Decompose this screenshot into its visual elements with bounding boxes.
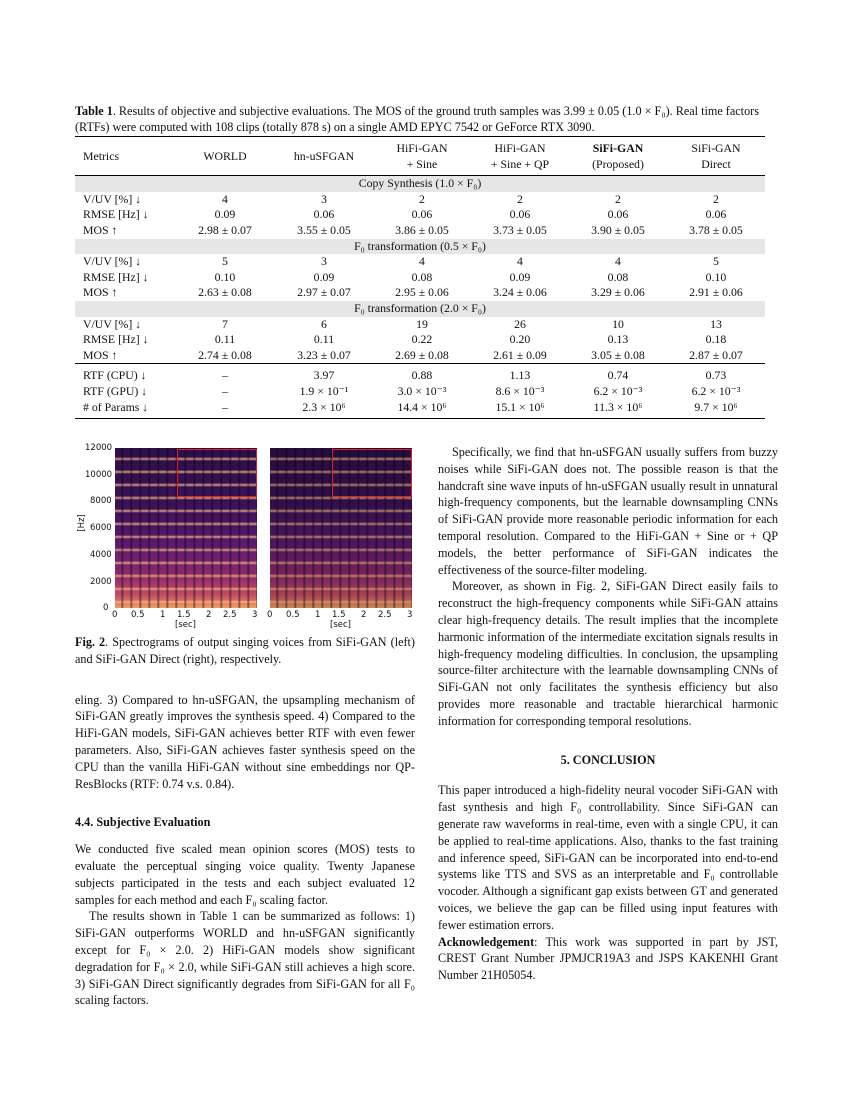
y-tick: 8000 bbox=[90, 496, 112, 506]
x-axis-label-left: [sec] bbox=[175, 620, 196, 630]
y-axis-label: [Hz] bbox=[76, 514, 87, 532]
spectrogram-figure bbox=[75, 440, 425, 630]
x-tick: 1 bbox=[315, 610, 321, 620]
spectrogram-right bbox=[270, 448, 412, 608]
right-para-3: This paper introduced a high-fidelity neural vocoder SiFi-GAN with fast synthesis and high F₀ controllability. Since SiFi-GAN can generate raw waveforms in real-time, even with a single CPU, it can be applied to real-time applications. Also, thanks to the fast training and inference speed, SiFi-GAN can be incorporated into end-to-end systems like TTS and SVS as an interpretable and F₀ controllable vocoder. Although a significant gap exists between GT and generated voices, we believe the gap can be filled using input features with fewer estimation errors. bbox=[438, 783, 778, 932]
y-tick: 4000 bbox=[90, 550, 112, 560]
left-para-3: The results shown in Table 1 can be summarized as follows: 1) SiFi-GAN outperforms WORLD and hn-uSFGAN significantly except for F₀ × 2.0. 2) HiFi-GAN models show significant degradation for F₀ × 2.0, while SiFi-GAN still achieves a high score. 3) SiFi-GAN Direct significantly degrades from SiFi-GAN for all F₀ scaling factors. bbox=[75, 909, 415, 1008]
table-row: RMSE [Hz] ↓ 0.10 0.09 0.08 0.09 0.08 0.10 bbox=[83, 269, 727, 284]
header-world: WORLD bbox=[203, 148, 247, 163]
x-tick: 3 bbox=[407, 610, 413, 620]
header-hn-usfgan: hn-uSFGAN bbox=[293, 148, 355, 163]
header-hifigan-sine: HiFi-GAN + Sine bbox=[396, 141, 448, 171]
x-tick: 1.5 bbox=[332, 610, 346, 620]
table-caption bbox=[75, 103, 775, 135]
table-row: RMSE [Hz] ↓ 0.09 0.06 0.06 0.06 0.06 0.06 bbox=[83, 207, 727, 222]
x-tick: 0.5 bbox=[131, 610, 145, 620]
figure-caption: Fig. 2. Spectrograms of output singing voices from SiFi-GAN (left) and SiFi-GAN Direct (right), respectively. bbox=[75, 635, 415, 666]
table-row: RTF (CPU) ↓ – 3.97 0.88 1.13 0.74 0.73 bbox=[75, 364, 765, 384]
header-sifigan-proposed: SiFi-GAN (Proposed) bbox=[592, 141, 644, 171]
header-metrics: Metrics bbox=[83, 148, 120, 163]
table-row: MOS ↑ 2.98 ± 0.07 3.55 ± 0.05 3.86 ± 0.05 3.73 ± 0.05 3.90 ± 0.05 3.78 ± 0.05 bbox=[83, 222, 743, 237]
section-copy-synthesis: Copy Synthesis (1.0 × F₀) bbox=[75, 176, 765, 192]
x-axis-label-right: [sec] bbox=[330, 620, 351, 630]
right-column bbox=[438, 444, 778, 984]
table-caption-label: Table 1 bbox=[75, 104, 113, 118]
header-hifigan-sine-qp: HiFi-GAN + Sine + QP bbox=[490, 141, 550, 171]
spectrogram-left bbox=[115, 448, 257, 608]
highlight-box bbox=[332, 449, 412, 497]
table-row: RTF (GPU) ↓ – 1.9 × 10⁻¹ 3.0 × 10⁻³ 8.6 × 10⁻³ 6.2 × 10⁻³ 6.2 × 10⁻³ bbox=[83, 383, 741, 398]
results-table bbox=[75, 136, 765, 419]
left-column bbox=[75, 634, 415, 1009]
table-caption-text: . Results of objective and subjective evaluations. The MOS of the ground truth samples was 3.99 ± 0.05 (1.0 × F₀). Real time factors (RTFs) were computed with 108 clips (totally 878 s) on a single AMD EPYC 7542 or GeForce RTX 3090. bbox=[75, 104, 759, 134]
y-tick: 0 bbox=[103, 603, 109, 613]
header-sifigan-direct: SiFi-GAN Direct bbox=[691, 141, 741, 171]
left-para-1: eling. 3) Compared to hn-uSFGAN, the upsampling mechanism of SiFi-GAN greatly improves the synthesis speed. 4) Compared to the HiFi-GAN models, SiFi-GAN achieves better RTF with even fewer parameters. Also, SiFi-GAN achieves faster synthesis speed on the CPU than the vanilla HiFi-GAN without sine embeddings nor QP-ResBlocks (RTF: 0.74 v.s. 0.84). bbox=[75, 692, 415, 791]
x-tick: 0 bbox=[267, 610, 273, 620]
table-row: # of Params ↓ – 2.3 × 10⁶ 14.4 × 10⁶ 15.1 × 10⁶ 11.3 × 10⁶ 9.7 × 10⁶ bbox=[75, 400, 765, 419]
x-tick: 0.5 bbox=[286, 610, 300, 620]
x-tick: 1.5 bbox=[177, 610, 191, 620]
y-tick: 10000 bbox=[85, 470, 113, 480]
table-row: V/UV [%] ↓ 4 3 2 2 2 2 bbox=[83, 191, 719, 206]
x-tick: 2.5 bbox=[378, 610, 392, 620]
highlight-box bbox=[177, 449, 257, 497]
x-tick: 3 bbox=[252, 610, 258, 620]
y-tick: 12000 bbox=[85, 443, 113, 453]
section-f0-half: F₀ transformation (0.5 × F₀) bbox=[75, 239, 765, 255]
right-para-2: Moreover, as shown in Fig. 2, SiFi-GAN Direct easily fails to reconstruct the high-frequency components while SiFi-GAN attains clear high-frequency details. The result implies that the incomplete harmonic information of the intermediate excitation signals results in high-frequency modeling difficulties. In conclusion, the upsampling source-filter architecture with the learnable downsampling CNNs of SiFi-GAN not only facilitates the synthesis efficiency but also provides more reasonable and tractable hierarchical harmonic information for corresponding temporal resolutions. bbox=[438, 579, 778, 728]
table-row: MOS ↑ 2.74 ± 0.08 3.23 ± 0.07 2.69 ± 0.08 2.61 ± 0.09 3.05 ± 0.08 2.87 ± 0.07 bbox=[83, 347, 743, 362]
section-heading-conclusion: 5. CONCLUSION bbox=[560, 752, 656, 767]
acknowledgement: Acknowledgement: This work was supported in part by JST, CREST Grant Number JPMJCR19A3 and JSPS KAKENHI Grant Number 21H05054. bbox=[438, 934, 778, 983]
left-para-2: We conducted five scaled mean opinion scores (MOS) tests to evaluate the perceptual singing voice quality. Twenty Japanese subjects participated in the tests and each subject evaluated 12 samples for each method and each F₀ scaling factor. bbox=[75, 842, 415, 907]
right-para-1: Specifically, we find that hn-uSFGAN usually suffers from buzzy noises while SiFi-GAN does not. The possible reason is that the handcraft sine wave inputs of hn-uSFGAN usually result in unnatural high-frequency components, but the learnable downsampling CNNs of SiFi-GAN provide more reasonable periodic information for each temporal resolution. Compared to the HiFi-GAN + Sine or + QP models, the better performance of SiFi-GAN indicates the effectiveness of the source-filter modeling. bbox=[438, 445, 778, 577]
table-row: V/UV [%] ↓ 5 3 4 4 4 5 bbox=[83, 254, 719, 269]
x-tick: 2 bbox=[361, 610, 367, 620]
table-header-row bbox=[75, 137, 765, 176]
x-tick: 1 bbox=[160, 610, 166, 620]
section-f0-double: F₀ transformation (2.0 × F₀) bbox=[75, 301, 765, 317]
x-tick: 0 bbox=[112, 610, 118, 620]
table-row: V/UV [%] ↓ 7 6 19 26 10 13 bbox=[83, 316, 722, 331]
section-heading-subjective: 4.4. Subjective Evaluation bbox=[75, 815, 211, 830]
y-tick: 2000 bbox=[90, 577, 112, 587]
x-tick: 2 bbox=[206, 610, 212, 620]
y-tick: 6000 bbox=[90, 523, 112, 533]
table-row: RMSE [Hz] ↓ 0.11 0.11 0.22 0.20 0.13 0.18 bbox=[83, 332, 727, 347]
table-row: MOS ↑ 2.63 ± 0.08 2.97 ± 0.07 2.95 ± 0.06 3.24 ± 0.06 3.29 ± 0.06 2.91 ± 0.06 bbox=[83, 285, 743, 300]
x-tick: 2.5 bbox=[223, 610, 237, 620]
